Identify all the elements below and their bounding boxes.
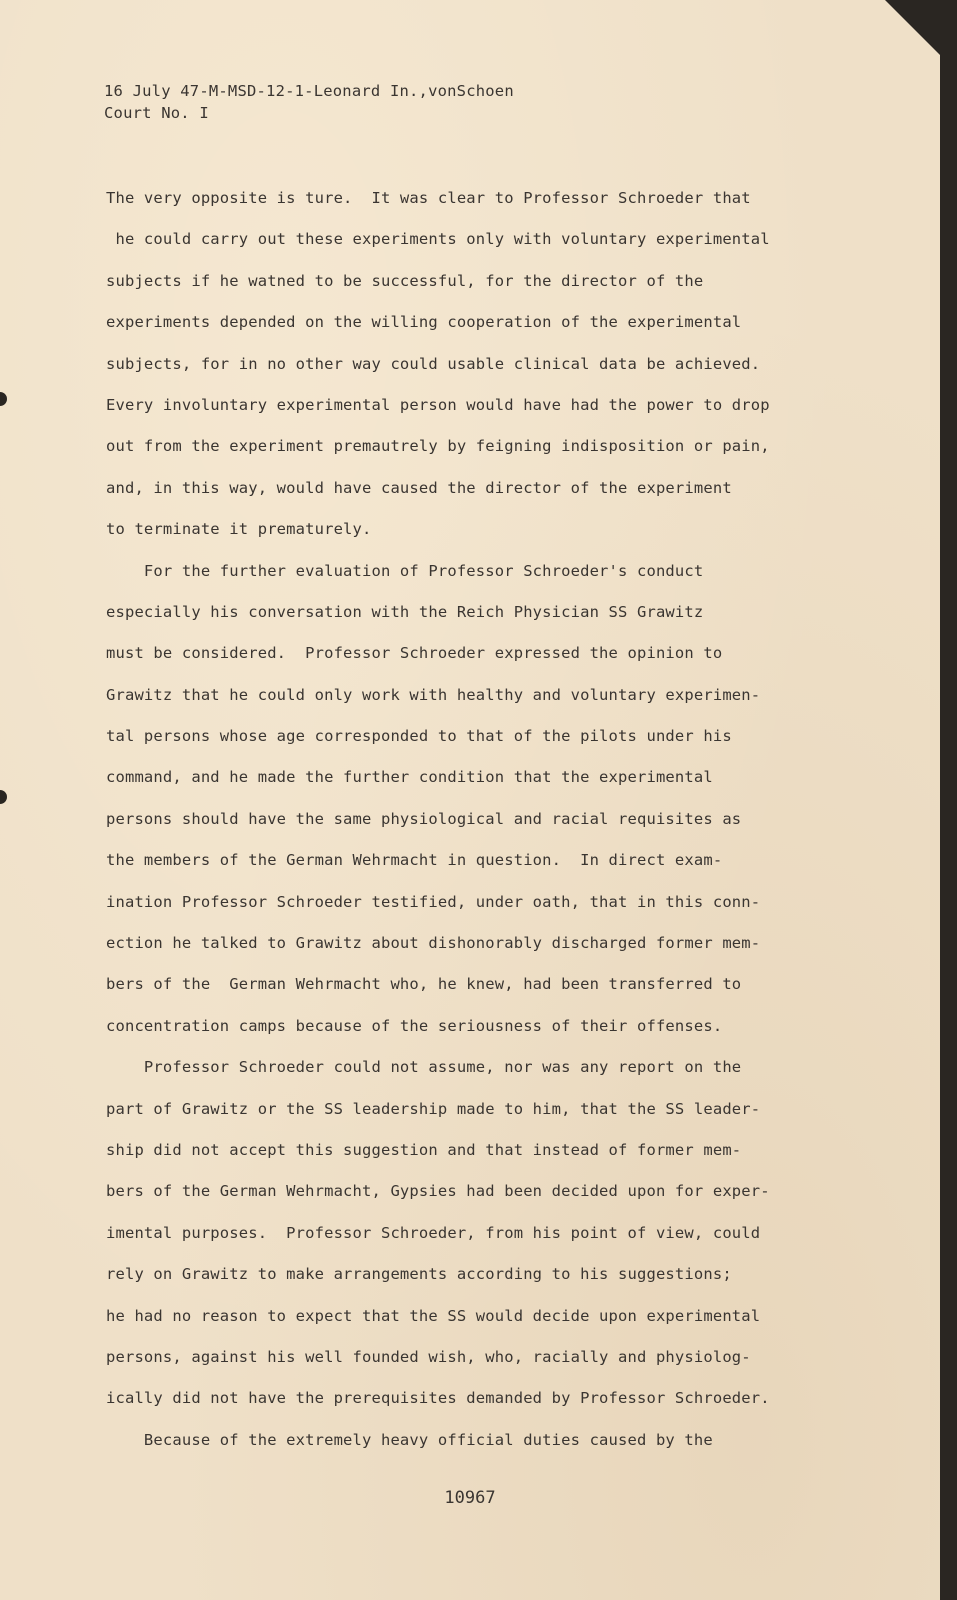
text-line: Grawitz that he could only work with healthy and voluntary experimen-	[106, 685, 761, 704]
text-line: experiments depended on the willing cooperation of the experimental	[106, 313, 742, 332]
text-line: Every involuntary experimental person would have had the power to drop	[106, 395, 770, 414]
text-line: he could carry out these experiments only with voluntary experimental	[106, 230, 770, 249]
punch-hole	[0, 392, 7, 406]
text-line: persons, against his well founded wish, who, racially and physiolog-	[106, 1347, 751, 1366]
text-line: command, and he made the further condition that the experimental	[106, 768, 713, 787]
text-line: must be considered. Professor Schroeder expressed the opinion to	[106, 644, 723, 663]
text-line: Because of the extremely heavy official duties caused by the	[106, 1430, 713, 1449]
text-line: out from the experiment premautrely by feigning indisposition or pain,	[106, 437, 770, 456]
folded-corner	[885, 0, 940, 55]
text-line: subjects, for in no other way could usable clinical data be achieved.	[106, 354, 761, 373]
text-line: concentration camps because of the seriousness of their offenses.	[106, 1016, 723, 1035]
document-body	[106, 178, 818, 1461]
page-number: 10967	[444, 1488, 496, 1508]
text-line: subjects if he watned to be successful, for the director of the	[106, 271, 704, 290]
text-line: ection he talked to Grawitz about dishonorably discharged former mem-	[106, 934, 761, 953]
text-line: Professor Schroeder could not assume, nor was any report on the	[106, 1058, 742, 1077]
text-line: persons should have the same physiological and racial requisites as	[106, 809, 742, 828]
text-line: and, in this way, would have caused the director of the experiment	[106, 478, 732, 497]
text-line: bers of the German Wehrmacht who, he knew, had been transferred to	[106, 975, 742, 994]
text-line: he had no reason to expect that the SS would decide upon experimental	[106, 1306, 761, 1325]
text-line: ically did not have the prerequisites demanded by Professor Schroeder.	[106, 1389, 770, 1408]
text-line: imental purposes. Professor Schroeder, from his point of view, could	[106, 1223, 761, 1242]
header-reference-line: 16 July 47-M-MSD-12-1-Leonard In.,vonSchoen	[104, 82, 514, 100]
text-line: tal persons whose age corresponded to that of the pilots under his	[106, 727, 732, 746]
text-line: ship did not accept this suggestion and that instead of former mem-	[106, 1140, 742, 1159]
text-line: For the further evaluation of Professor Schroeder's conduct	[106, 561, 704, 580]
text-line: especially his conversation with the Reich Physician SS Grawitz	[106, 602, 704, 621]
text-line: to terminate it prematurely.	[106, 520, 372, 539]
punch-hole	[0, 790, 7, 804]
text-line: bers of the German Wehrmacht, Gypsies had been decided upon for exper-	[106, 1182, 770, 1201]
text-line: the members of the German Wehrmacht in question. In direct exam-	[106, 851, 723, 870]
text-line: ination Professor Schroeder testified, under oath, that in this conn-	[106, 892, 761, 911]
header-court-line: Court No. I	[104, 104, 209, 122]
text-line: The very opposite is ture. It was clear to Professor Schroeder that	[106, 189, 751, 207]
text-line: part of Grawitz or the SS leadership made to him, that the SS leader-	[106, 1099, 761, 1118]
text-line: rely on Grawitz to make arrangements according to his suggestions;	[106, 1265, 732, 1284]
document-header	[104, 80, 514, 124]
